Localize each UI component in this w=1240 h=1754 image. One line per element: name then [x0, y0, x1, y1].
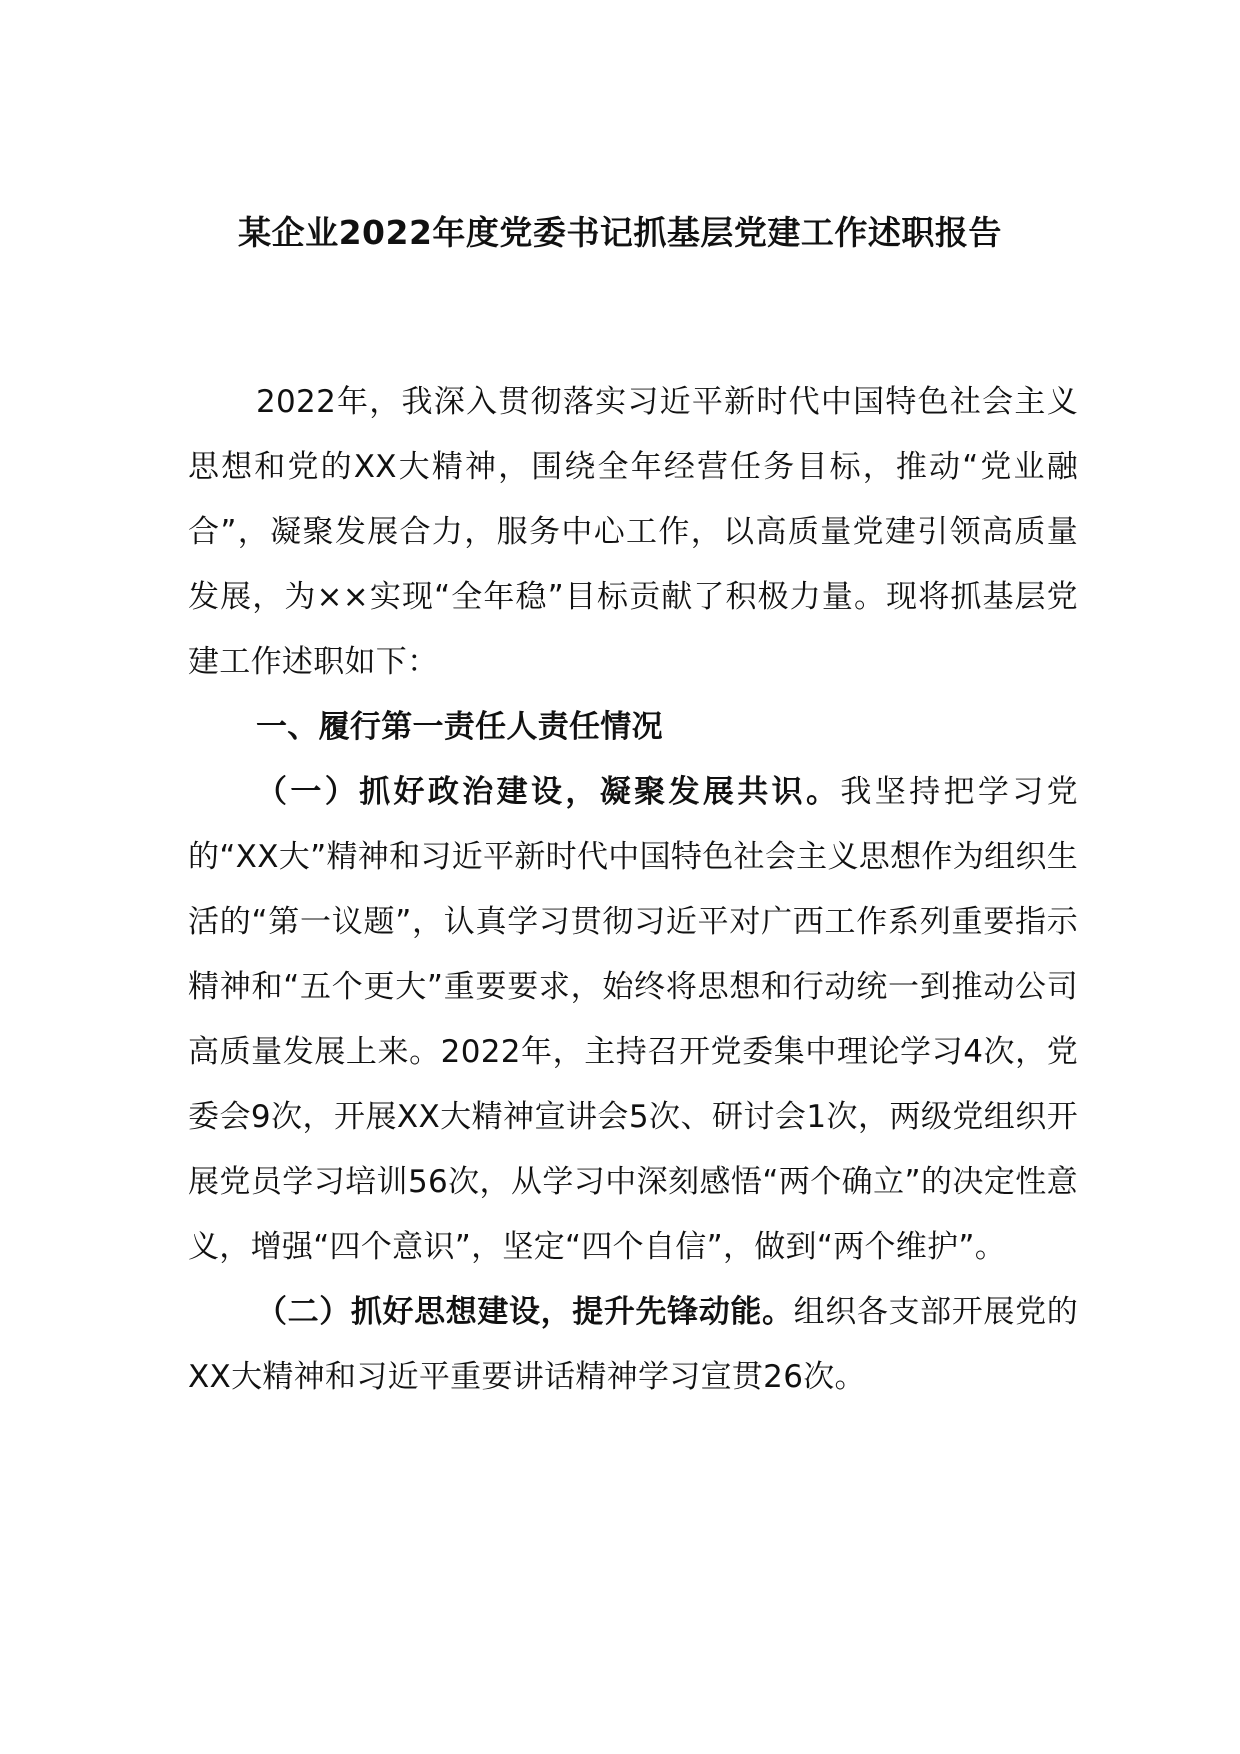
- item-one-text: 我坚持把学习党的“XX大”精神和习近平新时代中国特色社会主义思想作为组织生活的“第一议题”，认真学习贯彻习近平对广西工作系列重要指示精神和“五个更大”重要要求，始终将思想和行动统一到推动公司高质量发展上来。2022年，主持召开党委集中理论学习4次，党委会9次，开展XX大精神宣讲会5次、研讨会1次，两级党组织开展党员学习培训56次，从学习中深刻感悟“两个确立”的决定性意义，增强“四个意识”，坚定“四个自信”，做到“两个维护”。: [188, 774, 1078, 1265]
- section-heading: 一、履行第一责任人责任情况: [256, 709, 663, 745]
- item-two-paragraph: [188, 1280, 1078, 1410]
- document-title: 某企业2022年度党委书记抓基层党建工作述职报告: [238, 213, 1002, 252]
- document-body: [188, 370, 1078, 1410]
- item-one-lead: （一）抓好政治建设，凝聚发展共识。: [256, 774, 841, 810]
- intro-paragraph: 2022年，我深入贯彻落实习近平新时代中国特色社会主义思想和党的XX大精神，围绕全年经营任务目标，推动“党业融合”，凝聚发展合力，服务中心工作，以高质量党建引领高质量发展，为××实现“全年稳”目标贡献了积极力量。现将抓基层党建工作述职如下：: [188, 384, 1078, 680]
- item-two-text: 组织各支部开展党的XX大精神和习近平重要讲话精神学习宣贯26次。: [188, 1294, 1078, 1395]
- item-one-paragraph: [188, 760, 1078, 1280]
- item-two-lead: （二）抓好思想建设，提升先锋动能。: [256, 1294, 794, 1330]
